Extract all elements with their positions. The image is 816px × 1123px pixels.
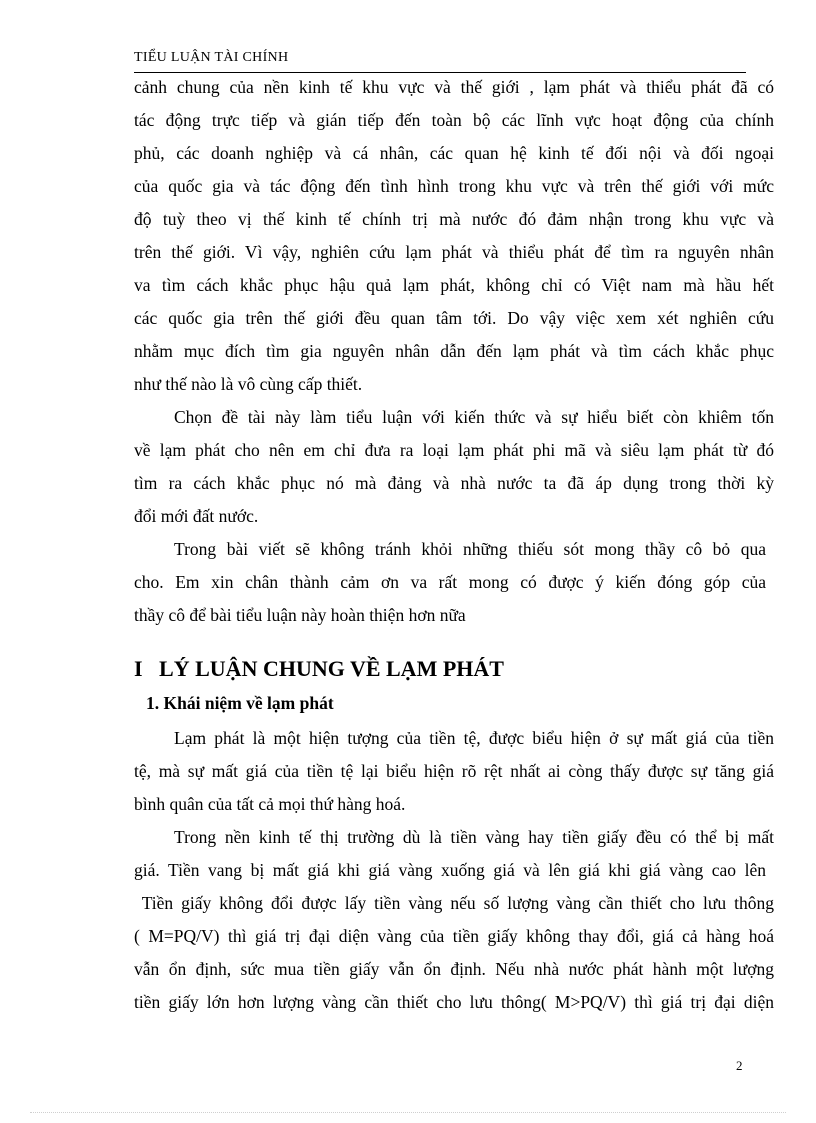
text-line: Lạm phát là một hiện tượng của tiền tệ, được biểu hiện ở sự mất giá của tiền <box>174 728 774 748</box>
text-line: va tìm cách khắc phục hậu quả lạm phát, không chỉ có Việt nam mà hầu hết <box>134 275 774 295</box>
text-line: thầy cô để bài tiểu luận này hoàn thiện hơn nữa <box>134 605 466 625</box>
page-number: 2 <box>736 1058 743 1073</box>
text-line: các quốc gia trên thế giới đều quan tâm tới. Do vậy việc xem xét nghiên cứu <box>134 308 774 328</box>
text-line: Tiền giấy không đổi được lấy tiền vàng nếu số lượng vàng cần thiết cho lưu thông <box>134 893 774 913</box>
text-line: Chọn đề tài này làm tiểu luận với kiến thức và sự hiểu biết còn khiêm tốn <box>174 407 774 427</box>
running-header <box>134 48 746 73</box>
text-line: bình quân của tất cả mọi thứ hàng hoá. <box>134 794 406 814</box>
text-line: cảnh chung của nền kinh tế khu vực và thế giới , lạm phát và thiểu phát đã có <box>134 77 774 97</box>
text-line: tác động trực tiếp và gián tiếp đến toàn bộ các lĩnh vực hoạt động của chính <box>134 110 774 130</box>
text-line: độ tuỳ theo vị thế kinh tế chính trị mà nước đó đảm nhận trong khu vực và <box>134 209 774 229</box>
section-heading: I LÝ LUẬN CHUNG VỀ LẠM PHÁT <box>134 656 504 681</box>
header-title: TIỂU LUẬN TÀI CHÍNH <box>134 50 289 65</box>
text-line: trên thế giới. Vì vậy, nghiên cứu lạm phát và thiểu phát để tìm ra nguyên nhân <box>134 242 774 262</box>
text-line: ( M=PQ/V) thì giá trị đại diện vàng của tiền giấy không thay đổi, giá cả hàng hoá <box>134 926 774 946</box>
text-line: tệ, mà sự mất giá của tiền tệ lại biểu hiện rõ rệt nhất ai còng thấy được sự tăng giá <box>134 761 774 781</box>
page-edge-divider <box>30 1112 786 1113</box>
text-line: đổi mới đất nước. <box>134 506 259 526</box>
subsection-heading: 1. Khái niệm về lạm phát <box>146 693 334 713</box>
text-line: cho. Em xin chân thành cảm ơn va rất mong có được ý kiến đóng góp của <box>134 572 766 592</box>
text-line: tiền giấy lớn hơn lượng vàng cần thiết cho lưu thông( M>PQ/V) thì giá trị đại diện <box>134 992 774 1012</box>
text-line: nhằm mục đích tìm gia nguyên nhân dẫn đến lạm phát và tìm cách khắc phục <box>134 341 774 361</box>
text-line: phủ, các doanh nghiệp và cá nhân, các quan hệ kinh tế đối nội và đối ngoại <box>134 143 774 163</box>
text-line: giá. Tiền vang bị mất giá khi giá vàng xuống giá và lên giá khi giá vàng cao lên <box>134 860 766 880</box>
text-line: Trong bài viết sẽ không tránh khỏi những thiếu sót mong thầy cô bỏ qua <box>174 539 766 559</box>
text-line: tìm ra cách khắc phục nó mà đảng và nhà nước ta đã áp dụng trong thời kỳ <box>134 473 774 493</box>
text-line: của quốc gia và tác động đến tình hình trong khu vực và trên thế giới với mức <box>134 176 774 196</box>
text-line: như thế nào là vô cùng cấp thiết. <box>134 374 363 394</box>
text-line: Trong nền kinh tế thị trường dù là tiền vàng hay tiền giấy đều có thể bị mất <box>174 827 774 847</box>
text-line: vẫn ổn định, sức mua tiền giấy vẫn ổn định. Nếu nhà nước phát hành một lượng <box>134 959 774 979</box>
text-line: về lạm phát cho nên em chỉ đưa ra loại lạm phát phi mã và siêu lạm phát từ đó <box>134 440 774 460</box>
